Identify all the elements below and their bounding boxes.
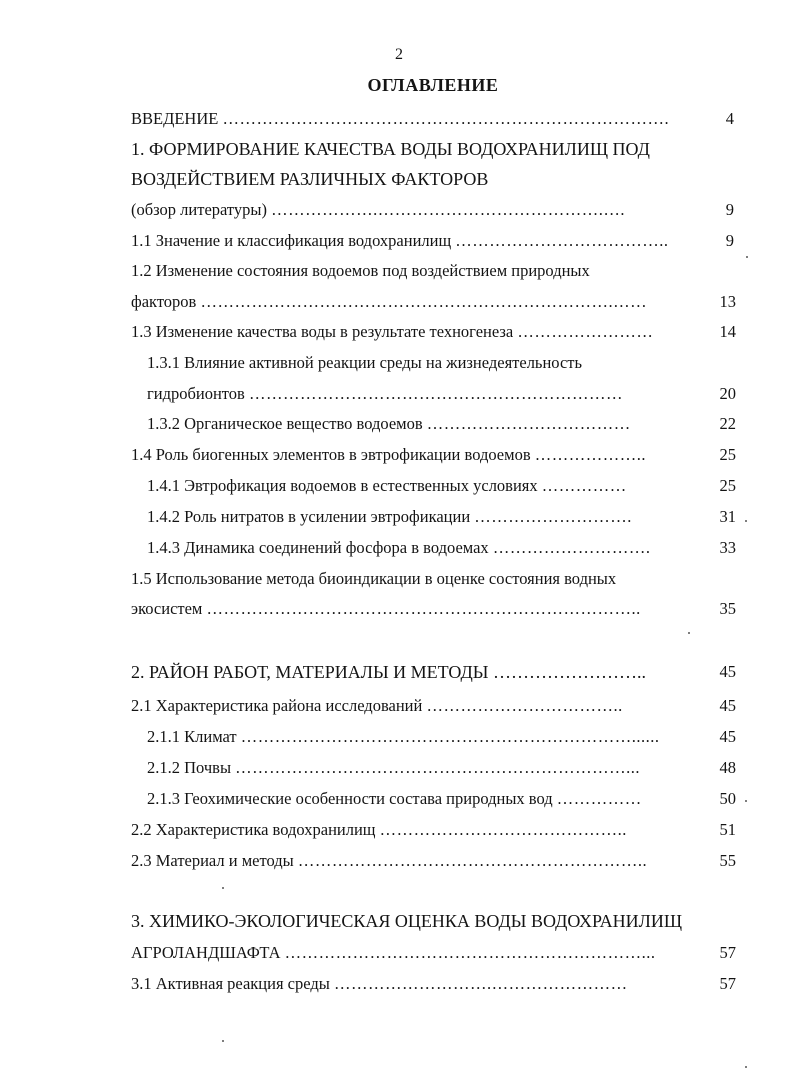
toc-entry-3-1 (131, 974, 628, 994)
toc-entry-leader: ……………………………… (426, 414, 631, 433)
scan-speck (222, 1040, 224, 1042)
toc-entry-1-4 (131, 445, 646, 465)
toc-entry-leader: ……………………………….. (455, 231, 669, 250)
toc-entry-1-5-line2 (131, 599, 641, 619)
toc-entry-leader: ……………………….…………………… (333, 974, 628, 993)
toc-entry-leader: ……………….. (534, 445, 646, 464)
toc-entry-text: 1.4.1 Эвтрофикация водоемов в естественных условиях (147, 476, 538, 495)
toc-entry-1-3-1-line1: 1.3.1 Влияние активной реакции среды на жизнедеятельность (147, 353, 583, 372)
scan-speck (745, 1066, 747, 1068)
toc-entry-leader: ………………………. (492, 538, 651, 557)
toc-entry-page: 25 (719, 476, 736, 495)
toc-entry-page: 45 (719, 696, 736, 715)
toc-entry-page: 57 (719, 943, 736, 962)
toc-entry-1-3 (131, 322, 653, 342)
toc-entry-2-1-2 (147, 758, 640, 778)
toc-chapter-3-line2 (131, 943, 656, 963)
toc-entry-2-1 (131, 696, 623, 716)
toc-entry-page: 9 (725, 231, 734, 250)
toc-entry-text: 1.4 Роль биогенных элементов в эвтрофикации водоемов (131, 445, 531, 464)
toc-entry-leader: ………………………. (474, 507, 632, 526)
toc-entry-leader: ……………………………………………………………...... (240, 727, 660, 746)
toc-entry-text: 2.1.3 Геохимические особенности состава природных вод (147, 789, 553, 808)
toc-entry-leader: …………………… (517, 322, 654, 341)
toc-entry-1-4-2 (147, 507, 632, 527)
toc-entry-text: 2.2 Характеристика водохранилищ (131, 820, 376, 839)
toc-chapter-1-line1 (131, 138, 704, 160)
toc-entry-page: 22 (719, 414, 736, 433)
toc-entry-text: факторов (131, 292, 197, 311)
toc-entry-leader: ……………………………………………………………... (235, 758, 641, 777)
toc-entry-page: 4 (725, 109, 734, 128)
toc-entry-text: (обзор литературы) (131, 200, 268, 219)
scan-speck (745, 800, 747, 802)
toc-entry-leader: …………………………………….. (379, 820, 627, 839)
toc-entry-text: 2.1.2 Почвы (147, 758, 232, 777)
toc-entry-page: 50 (719, 789, 736, 808)
toc-entry-leader: ………………………………………………………… (248, 384, 623, 403)
toc-entry-page: 45 (719, 727, 736, 746)
scan-speck (746, 256, 748, 258)
toc-chapter-2 (131, 661, 646, 683)
toc-entry-introduction (131, 109, 669, 129)
toc-entry-text: 1.1 Значение и классификация водохранилищ (131, 231, 452, 250)
scan-speck (745, 520, 747, 522)
toc-chapter-1-heading: 1. ФОРМИРОВАНИЕ КАЧЕСТВА ВОДЫ ВОДОХРАНИЛИЩ ПОД (131, 139, 650, 159)
toc-entry-1-3-2 (147, 414, 631, 434)
toc-chapter-1-line3 (131, 200, 625, 220)
toc-entry-text: 2. РАЙОН РАБОТ, МАТЕРИАЛЫ И МЕТОДЫ (131, 662, 489, 682)
page-number: 2 (395, 46, 403, 63)
toc-entry-page: 45 (719, 662, 736, 681)
toc-entry-leader: …………… (556, 789, 642, 808)
toc-entry-page: 57 (719, 974, 736, 993)
toc-entry-page: 35 (719, 599, 736, 618)
toc-entry-leader: ……………………………………………………………………. (222, 109, 670, 128)
toc-entry-leader: ………………………………………………………………….. (206, 599, 641, 618)
toc-title: ОГЛАВЛЕНИЕ (367, 75, 499, 95)
toc-entry-page: 33 (719, 538, 736, 557)
toc-entry-text: 1.4.3 Динамика соединений фосфора в водоемах (147, 538, 489, 557)
toc-chapter-1-line2: ВОЗДЕЙСТВИЕМ РАЗЛИЧНЫХ ФАКТОРОВ (131, 169, 489, 189)
toc-entry-1-3-1-line2 (147, 384, 623, 404)
scan-speck (688, 632, 690, 634)
toc-entry-text: гидробионтов (147, 384, 245, 403)
toc-entry-leader: ………………………………………………………... (284, 943, 656, 962)
toc-entry-leader: …………………………………………………….. (297, 851, 648, 870)
toc-entry-page: 13 (719, 292, 736, 311)
toc-chapter-3-line1: 3. ХИМИКО-ЭКОЛОГИЧЕСКАЯ ОЦЕНКА ВОДЫ ВОДОХРАНИЛИЩ (131, 911, 683, 931)
toc-entry-page: 55 (719, 851, 736, 870)
toc-entry-text: 2.3 Материал и методы (131, 851, 294, 870)
toc-entry-1-4-3 (147, 538, 650, 558)
toc-entry-text: 1.3 Изменение качества воды в результате техногенеза (131, 322, 514, 341)
toc-entry-page: 48 (719, 758, 736, 777)
toc-entry-page: 20 (719, 384, 736, 403)
toc-entry-page: 9 (725, 200, 734, 219)
toc-entry-1-5-line1: 1.5 Использование метода биоиндикации в оценке состояния водных (131, 569, 617, 588)
toc-entry-text: 2.1 Характеристика района исследований (131, 696, 423, 715)
toc-entry-1-2-line1: 1.2 Изменение состояния водоемов под воздействием природных (131, 261, 590, 280)
toc-entry-text: 2.1.1 Климат (147, 727, 237, 746)
toc-entry-leader: ……………………………………………………………….…… (200, 292, 648, 311)
toc-entry-text: 1.4.2 Роль нитратов в усилении эвтрофикации (147, 507, 471, 526)
toc-entry-text: экосистем (131, 599, 203, 618)
toc-entry-page: 31 (719, 507, 736, 526)
toc-entry-leader: ……………….………………………………….…. (271, 200, 626, 219)
toc-entry-1-2-line2 (131, 292, 647, 312)
toc-entry-page: 51 (719, 820, 736, 839)
toc-entry-leader: …………… (541, 476, 627, 495)
toc-entry-page: 25 (719, 445, 736, 464)
toc-entry-2-1-1 (147, 727, 660, 747)
toc-entry-2-2 (131, 820, 627, 840)
toc-entry-2-3 (131, 851, 647, 871)
toc-entry-text: 1.3.2 Органическое вещество водоемов (147, 414, 423, 433)
toc-entry-1-4-1 (147, 476, 627, 496)
toc-entry-1-1 (131, 231, 669, 251)
scan-speck (222, 887, 224, 889)
toc-entry-text: 3.1 Активная реакция среды (131, 974, 330, 993)
toc-entry-text: ВВЕДЕНИЕ (131, 109, 219, 128)
toc-entry-leader: …………………………….. (426, 696, 623, 715)
toc-entry-2-1-3 (147, 789, 642, 809)
toc-entry-leader: …………………….. (492, 662, 646, 682)
toc-entry-text: АГРОЛАНДШАФТА (131, 943, 281, 962)
toc-entry-page: 14 (719, 322, 736, 341)
